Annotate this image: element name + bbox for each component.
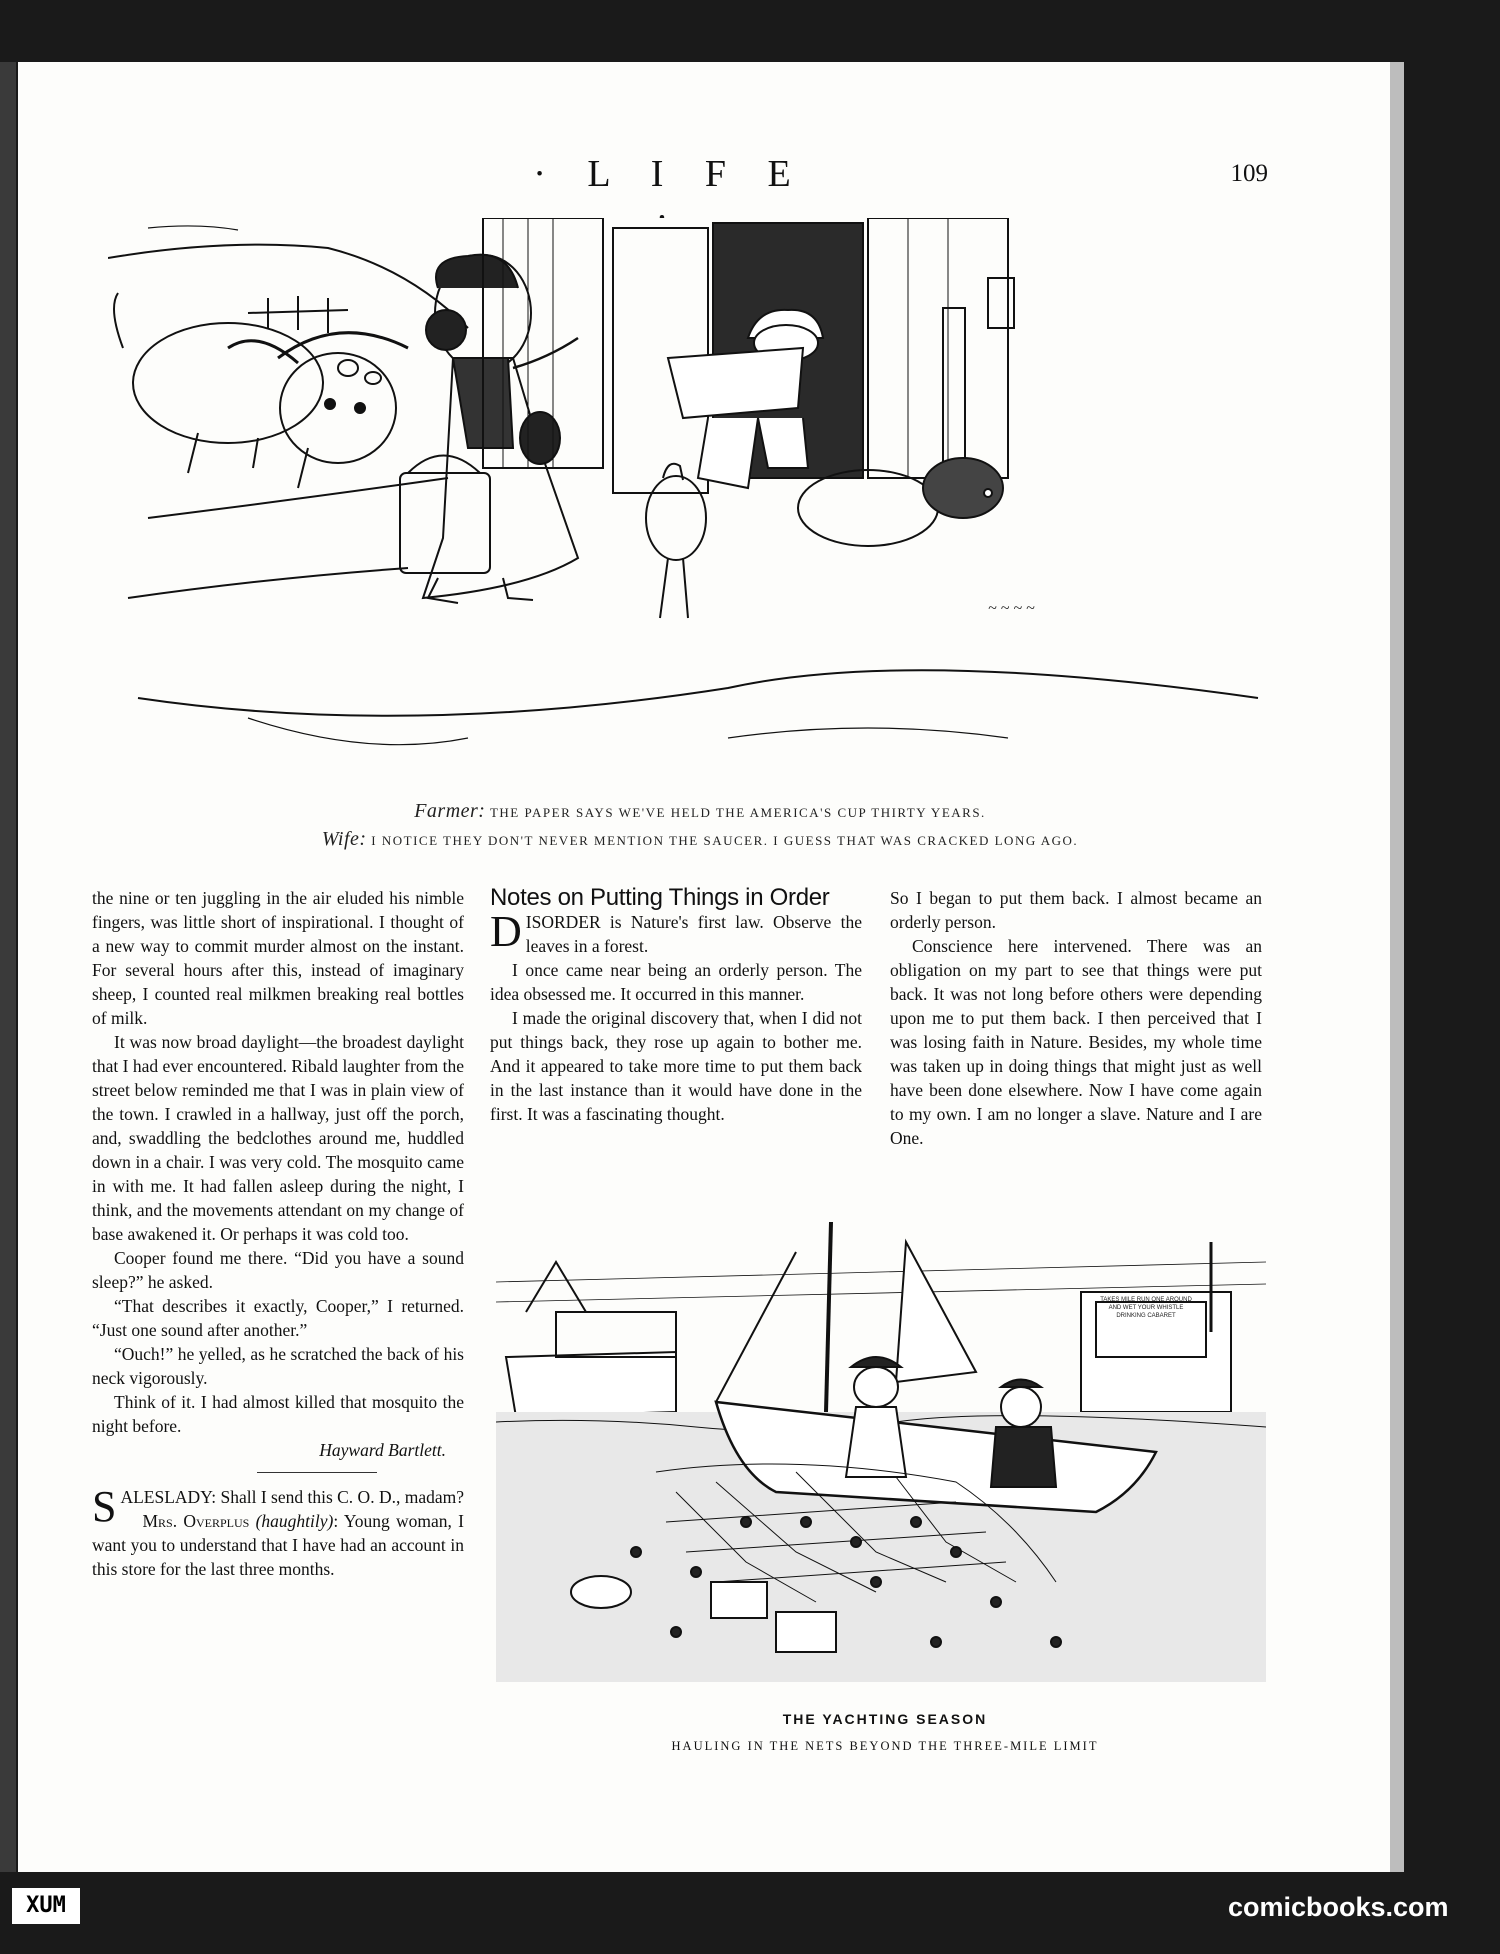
article-paragraph-3: I made the original discovery that, when I did not put things back, they rose up again to bother me. And it appeared to take more time to put them back in the last instance than it would have done in the first. It was a fascinating thought. xyxy=(490,1008,862,1124)
steamer-sign-text: TAKES MILE RUN ONE AROUND AND WET YOUR WHISTLE DRINKING CABARET xyxy=(1100,1297,1192,1319)
page-number: 109 xyxy=(1230,160,1268,187)
caption-text-farmer: THE PAPER SAYS WE'VE HELD THE AMERICA'S CUP THIRTY YEARS. xyxy=(489,805,986,820)
joke-speaker: Mrs. Overplus xyxy=(142,1511,250,1531)
left-paragraph-5: “Ouch!” he yelled, as he scratched the back of his neck vigorously. xyxy=(92,1344,464,1388)
yachting-cartoon-illustration xyxy=(496,1222,1266,1682)
left-paragraph-2: It was now broad daylight—the broadest daylight that I had ever encountered. Ribald laughter from the street below reminded me that I was in plain view of the town. I crawled in a hallway, just off the porch, and, swaddling the bedclothes around me, huddled down in a chair. I was very cold. The mosquito came in with me. It had fallen asleep during the night, I think, and the movements attendant on my change of base awakened it. Or perhaps it was cold too. xyxy=(92,1032,464,1244)
page-gutter-right xyxy=(1390,62,1404,1872)
drop-cap-s: S xyxy=(92,1482,117,1531)
author-signature: Hayward Bartlett. xyxy=(319,1440,446,1460)
article-column-continued xyxy=(890,886,1262,1150)
farm-cartoon-illustration xyxy=(108,218,1268,778)
svg-text:~ ~ ~ ~: ~ ~ ~ ~ xyxy=(988,600,1035,617)
cartoon1-caption-farmer xyxy=(150,800,1250,823)
caption-speaker-farmer: Farmer: xyxy=(414,800,486,822)
joke-line-1: ALESLADY: Shall I send this C. O. D., madam? xyxy=(120,1487,464,1507)
page-gutter-left xyxy=(0,62,16,1872)
article-paragraph-2: I once came near being an orderly person. The idea obsessed me. It occurred in this manner. xyxy=(490,960,862,1004)
left-paragraph-3: Cooper found me there. “Did you have a sound sleep?” he asked. xyxy=(92,1248,464,1292)
site-watermark: comicbooks.com xyxy=(1228,1892,1449,1922)
section-divider xyxy=(257,1472,377,1473)
joke-line-2: : Young woman, I want you to understand that I have had an account in this store for the last three months. xyxy=(92,1511,464,1579)
article-paragraph-5: Conscience here intervened. There was an obligation on my part to see that things were put back. It was not long before others were depending upon me to put them back. I then perceived that I was losing faith in Nature. Besides, my whole time was taken up in doing things that might just as well have been done elsewhere. Now I have come again to my own. I am no longer a slave. Nature and I are One. xyxy=(890,936,1262,1148)
caption-text-wife: I NOTICE THEY DON'T NEVER MENTION THE SAUCER. I GUESS THAT WAS CRACKED LONG AGO. xyxy=(371,833,1079,848)
archive-tag: XUM xyxy=(12,1888,80,1924)
left-paragraph-6: Think of it. I had almost killed that mosquito the night before. xyxy=(92,1392,464,1436)
article-opening: ISORDER is Nature's first law. Observe the leaves in a forest. xyxy=(525,912,862,956)
article-title: Notes on Putting Things in Order xyxy=(490,884,830,911)
left-paragraph-1: the nine or ten juggling in the air eluded his nimble fingers, was little short of inspirational. I thought of a new way to commit murder almost on the instant. For several hours after this, instead of imaginary sheep, I counted real milkmen breaking real bottles of milk. xyxy=(92,888,464,1028)
yachting-caption-title: THE YACHTING SEASON xyxy=(782,1711,988,1727)
drop-cap-d: D xyxy=(490,907,522,956)
article-paragraph-1 xyxy=(490,907,862,958)
joke-aside: (haughtily) xyxy=(255,1511,334,1531)
masthead: · L I F E · xyxy=(533,153,807,239)
cartoon1-caption-wife xyxy=(150,828,1250,851)
left-column xyxy=(92,886,464,1581)
left-paragraph-4: “That describes it exactly, Cooper,” I returned. “Just one sound after another.” xyxy=(92,1296,464,1340)
article-paragraph-4: So I began to put them back. I almost became an orderly person. xyxy=(890,888,1262,932)
caption-speaker-wife: Wife: xyxy=(321,828,367,850)
yachting-caption-subtitle: HAULING IN THE NETS BEYOND THE THREE-MILE LIMIT xyxy=(671,1739,1099,1753)
joke-paragraph-2 xyxy=(92,1509,464,1581)
article-column xyxy=(490,886,862,1126)
